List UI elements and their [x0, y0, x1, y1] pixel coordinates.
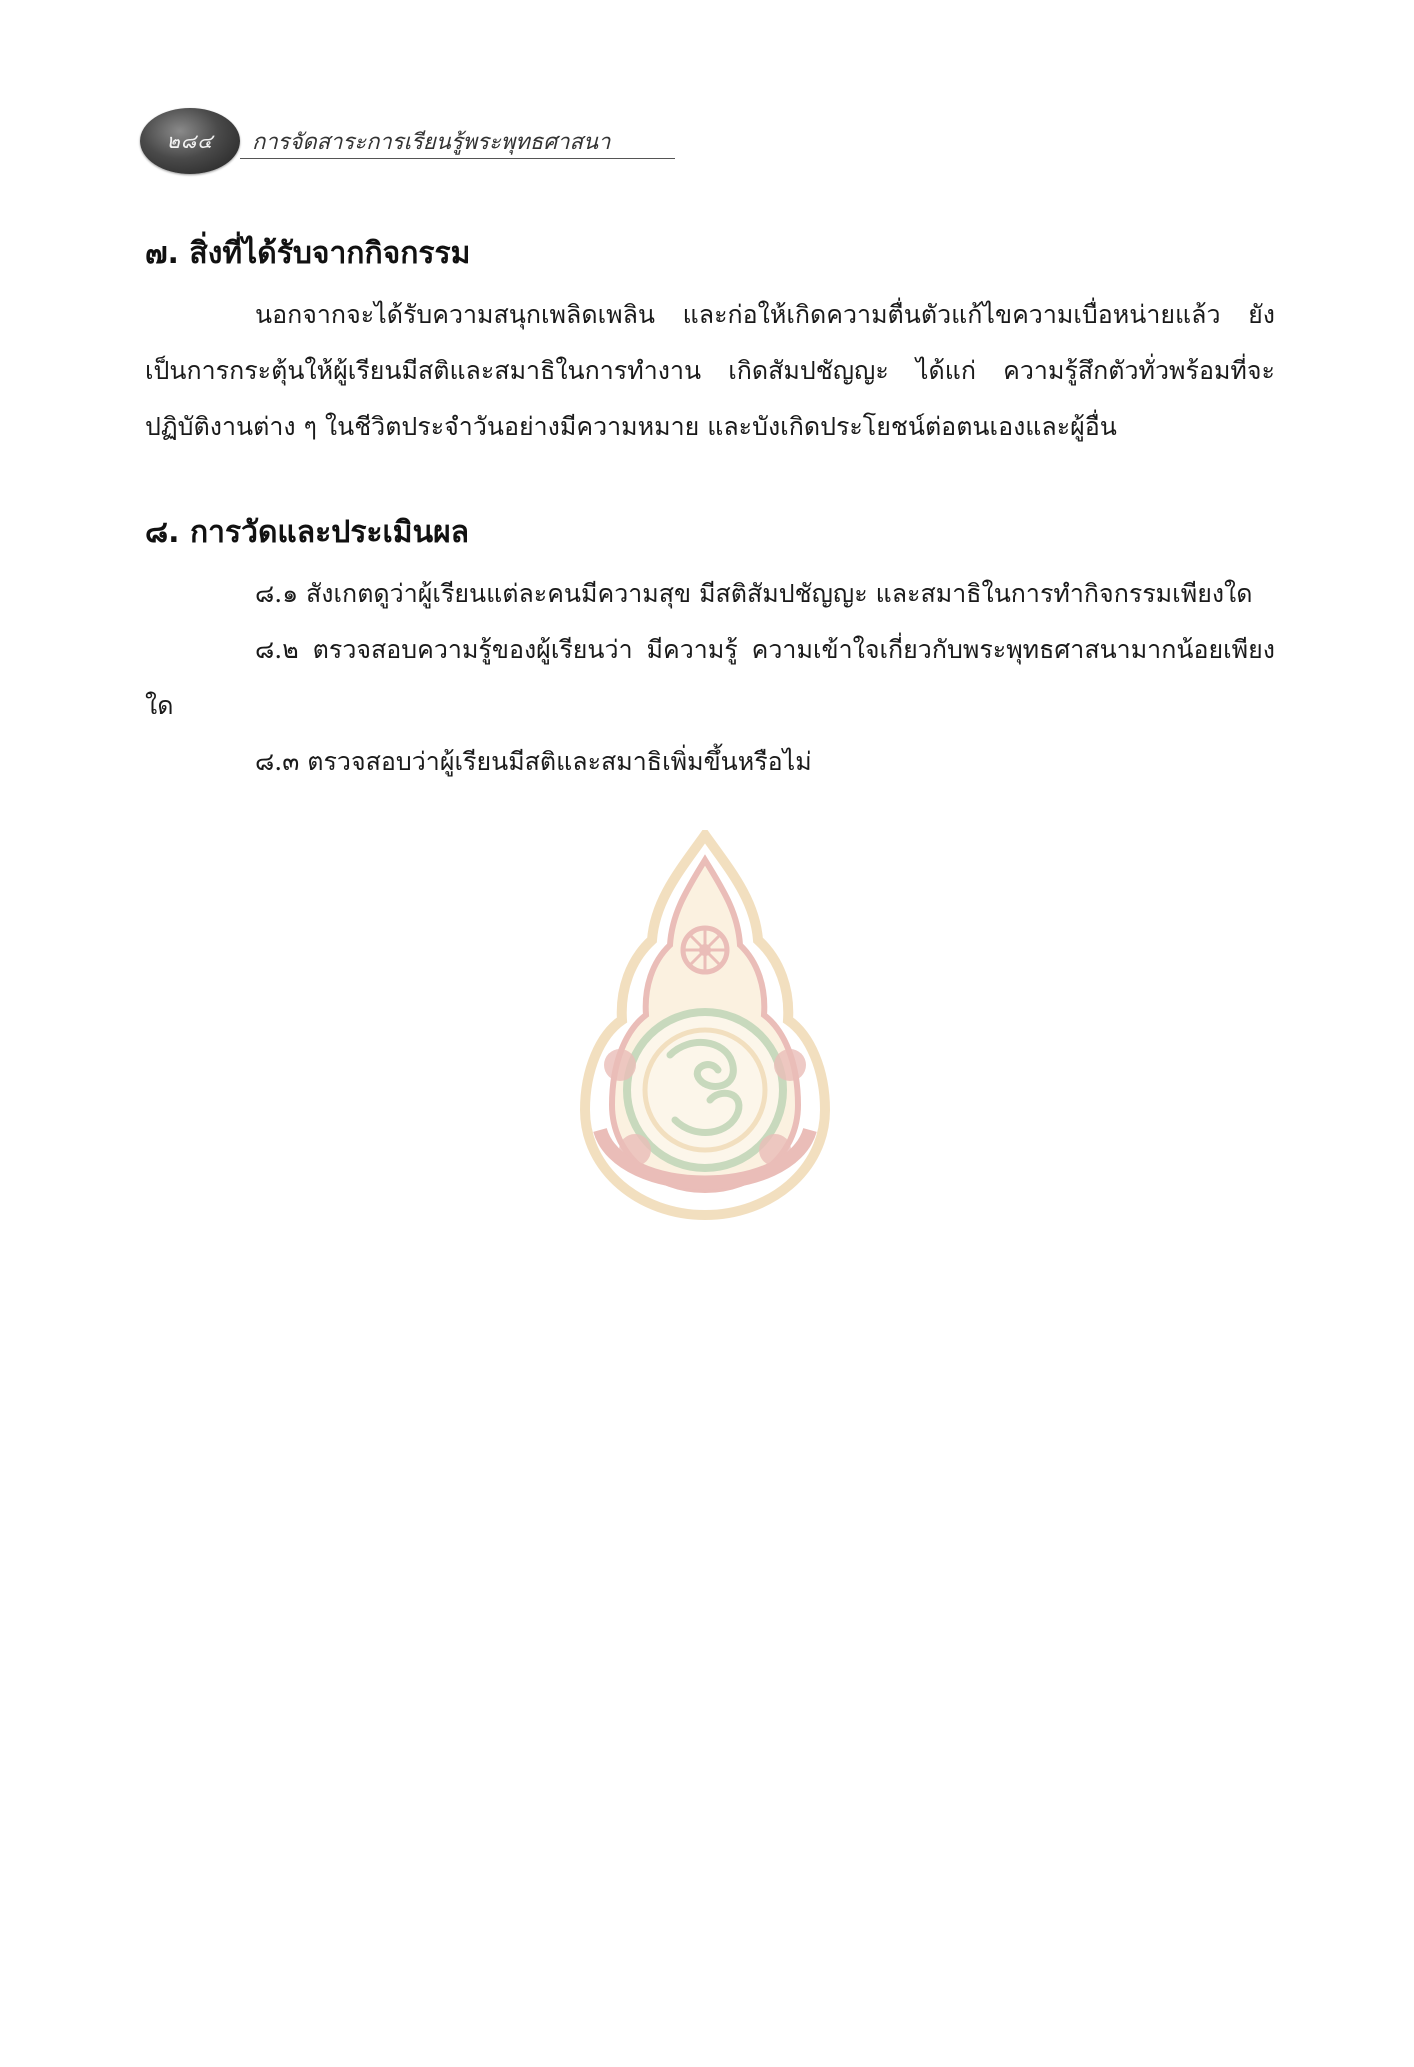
- section-spacer: [145, 455, 1275, 509]
- evaluation-item-8-2: ๘.๒ ตรวจสอบความรู้ของผู้เรียนว่า มีความรู้ ความเข้าใจเกี่ยวกับพระพุทธศาสนามากน้อยเพียงใด: [145, 635, 1275, 720]
- evaluation-item-8-3: ๘.๓ ตรวจสอบว่าผู้เรียนมีสติและสมาธิเพิ่มขึ้นหรือไม่: [255, 747, 812, 776]
- running-title: การจัดสาระการเรียนรู้พระพุทธศาสนา: [252, 130, 611, 155]
- page-number: ๒๘๔: [166, 129, 214, 153]
- running-header: [140, 108, 680, 178]
- section-heading-7: ๗. สิ่งที่ได้รับจากกิจกรรม: [145, 236, 471, 271]
- document-body: [145, 230, 1275, 790]
- evaluation-item-8-1: ๘.๑ สังเกตดูว่าผู้เรียนแต่ละคนมีความสุข มีสติสัมปชัญญะ และสมาธิในการทำกิจกรรมเพียงใด: [255, 579, 1253, 608]
- ministry-seal-icon: [560, 830, 850, 1220]
- header-rule: [240, 158, 675, 159]
- section-heading-8: ๘. การวัดและประเมินผล: [145, 515, 470, 550]
- page-number-badge: [140, 108, 240, 174]
- section-7-paragraph: นอกจากจะได้รับความสนุกเพลิดเพลิน และก่อให้เกิดความตื่นตัวแก้ไขความเบื่อหน่ายแล้ว ยังเป็นการกระตุ้นให้ผู้เรียนมีสติและสมาธิในการทำงาน เกิดสัมปชัญญะ ได้แก่ ความรู้สึกตัวทั่วพร้อมที่จะปฏิบัติงานต่าง ๆ ในชีวิตประจำวันอย่างมีความหมาย และบังเกิดประโยชน์ต่อตนเองและผู้อื่น: [145, 300, 1275, 441]
